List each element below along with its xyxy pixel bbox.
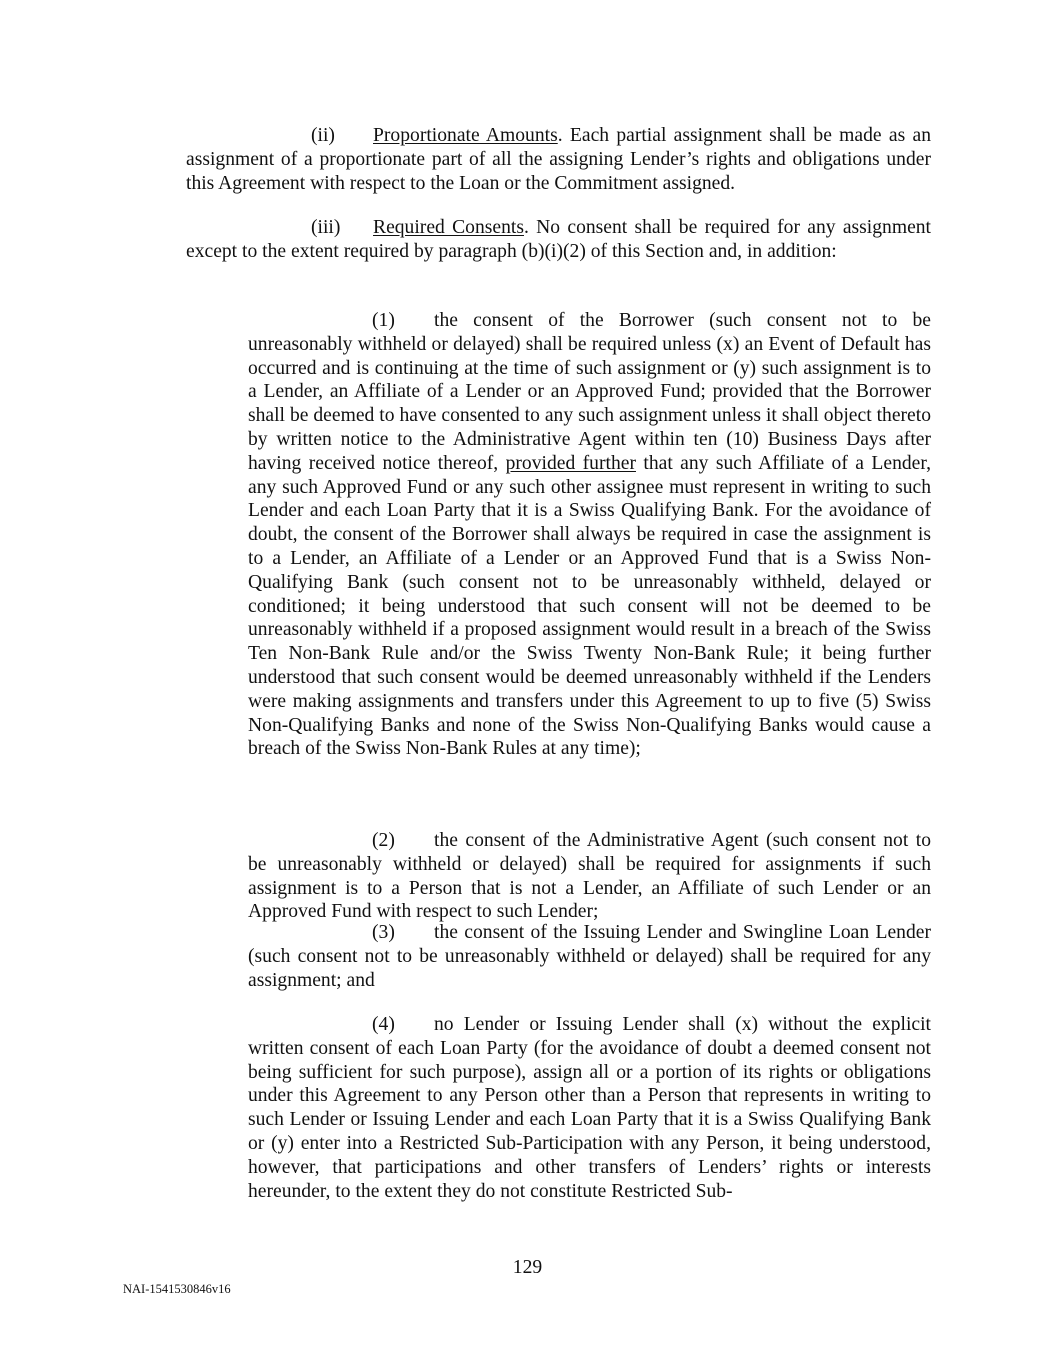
clause-4-restrictions: [248, 1013, 931, 1203]
clause-3-issuing-lender-consent: [248, 921, 931, 992]
paragraph-required-consents: [186, 216, 931, 264]
clause-text-continued: that any such Affiliate of a Lender, any such Approved Fund or any such other assignee must represent in writing to such Lender and each Loan Party that it is a Swiss Qualifying Bank. For the avoidance of doubt, the consent of the Borrower shall always be required in case the assignment is to a Lender, an Affiliate of a Lender or an Approved Fund that is a Swiss Non-Qualifying Bank (such consent not to be unreasonably withheld, delayed or conditioned; it being understood that such consent will not be deemed to be unreasonably withheld if a proposed assignment would result in a breach of the Swiss Ten Non-Bank Rule and/or the Swiss Twenty Non-Bank Rule; it being further understood that such consent would be deemed unreasonably withheld if the Lenders were making assignments and transfers under this Agreement to up to five (5) Swiss Non-Qualifying Banks and none of the Swiss Non-Qualifying Banks would cause a breach of the Swiss Non-Bank Rules at any time);: [248, 452, 931, 760]
clause-text: the consent of the Issuing Lender and Swingline Loan Lender (such consent not to be unreasonably withheld or delayed) shall be required for any assignment; and: [248, 922, 931, 991]
paragraph-heading: Proportionate Amounts: [373, 125, 558, 146]
page-number: 129: [512, 1257, 543, 1278]
clause-2-agent-consent: [248, 829, 931, 924]
document-id: NAI-1541530846v16: [123, 1282, 231, 1296]
paragraph-number: (iii): [311, 217, 341, 238]
paragraph-text: . No consent shall be required for any assignment except to the extent required by paragraph (b)(i)(2) of this Section and, in addition:: [186, 217, 932, 262]
clause-text: no Lender or Issuing Lender shall (x) without the explicit written consent of each Loan Party (for the avoidance of doubt a deemed consent not being sufficient for such purpose), assign all or a portion of its rights or obligations under this Agreement to any Person other than a Person that represents in writing to such Lender or Issuing Lender and each Loan Party that it is a Swiss Qualifying Bank or (y) enter into a Restricted Sub-Participation with any Person, it being understood, however, that participations and other transfers of Lenders’ rights or interests hereunder, to the extent they do not constitute Restricted Sub-: [248, 1014, 931, 1202]
paragraph-text: . Each partial assignment shall be made as an assignment of a proportionate part of all the assigning Lender’s rights and obligations under this Agreement with respect to the Loan or the Commitment assigned.: [186, 125, 932, 194]
clause-text: the consent of the Administrative Agent (such consent not to be unreasonably withheld or delayed) shall be required for assignments if such assignment is to a Person that is not a Lender, an Affiliate of such Lender or an Approved Fund with respect to such Lender;: [248, 830, 931, 923]
clause-number: (3): [372, 922, 395, 943]
clause-1-borrower-consent: [248, 309, 931, 761]
clause-number: (2): [372, 830, 395, 851]
paragraph-heading: Required Consents: [373, 217, 524, 238]
clause-number: (4): [372, 1014, 395, 1035]
paragraph-proportionate-amounts: [186, 124, 931, 195]
paragraph-number: (ii): [311, 125, 335, 146]
clause-underlined-term: provided further: [505, 452, 636, 474]
clause-number: (1): [372, 310, 395, 331]
clause-text: the consent of the Borrower (such consent not to be unreasonably withheld or delayed) shall be required unless (x) an Event of Default has occurred and is continuing at the time of such assignment or (y) such assignment is to a Lender, an Affiliate of a Lender or an Approved Fund; provided that the Borrower shall be deemed to have consented to any such assignment unless it shall object thereto by written notice to the Administrative Agent within ten (10) Business Days after having received notice thereof,: [248, 310, 931, 474]
